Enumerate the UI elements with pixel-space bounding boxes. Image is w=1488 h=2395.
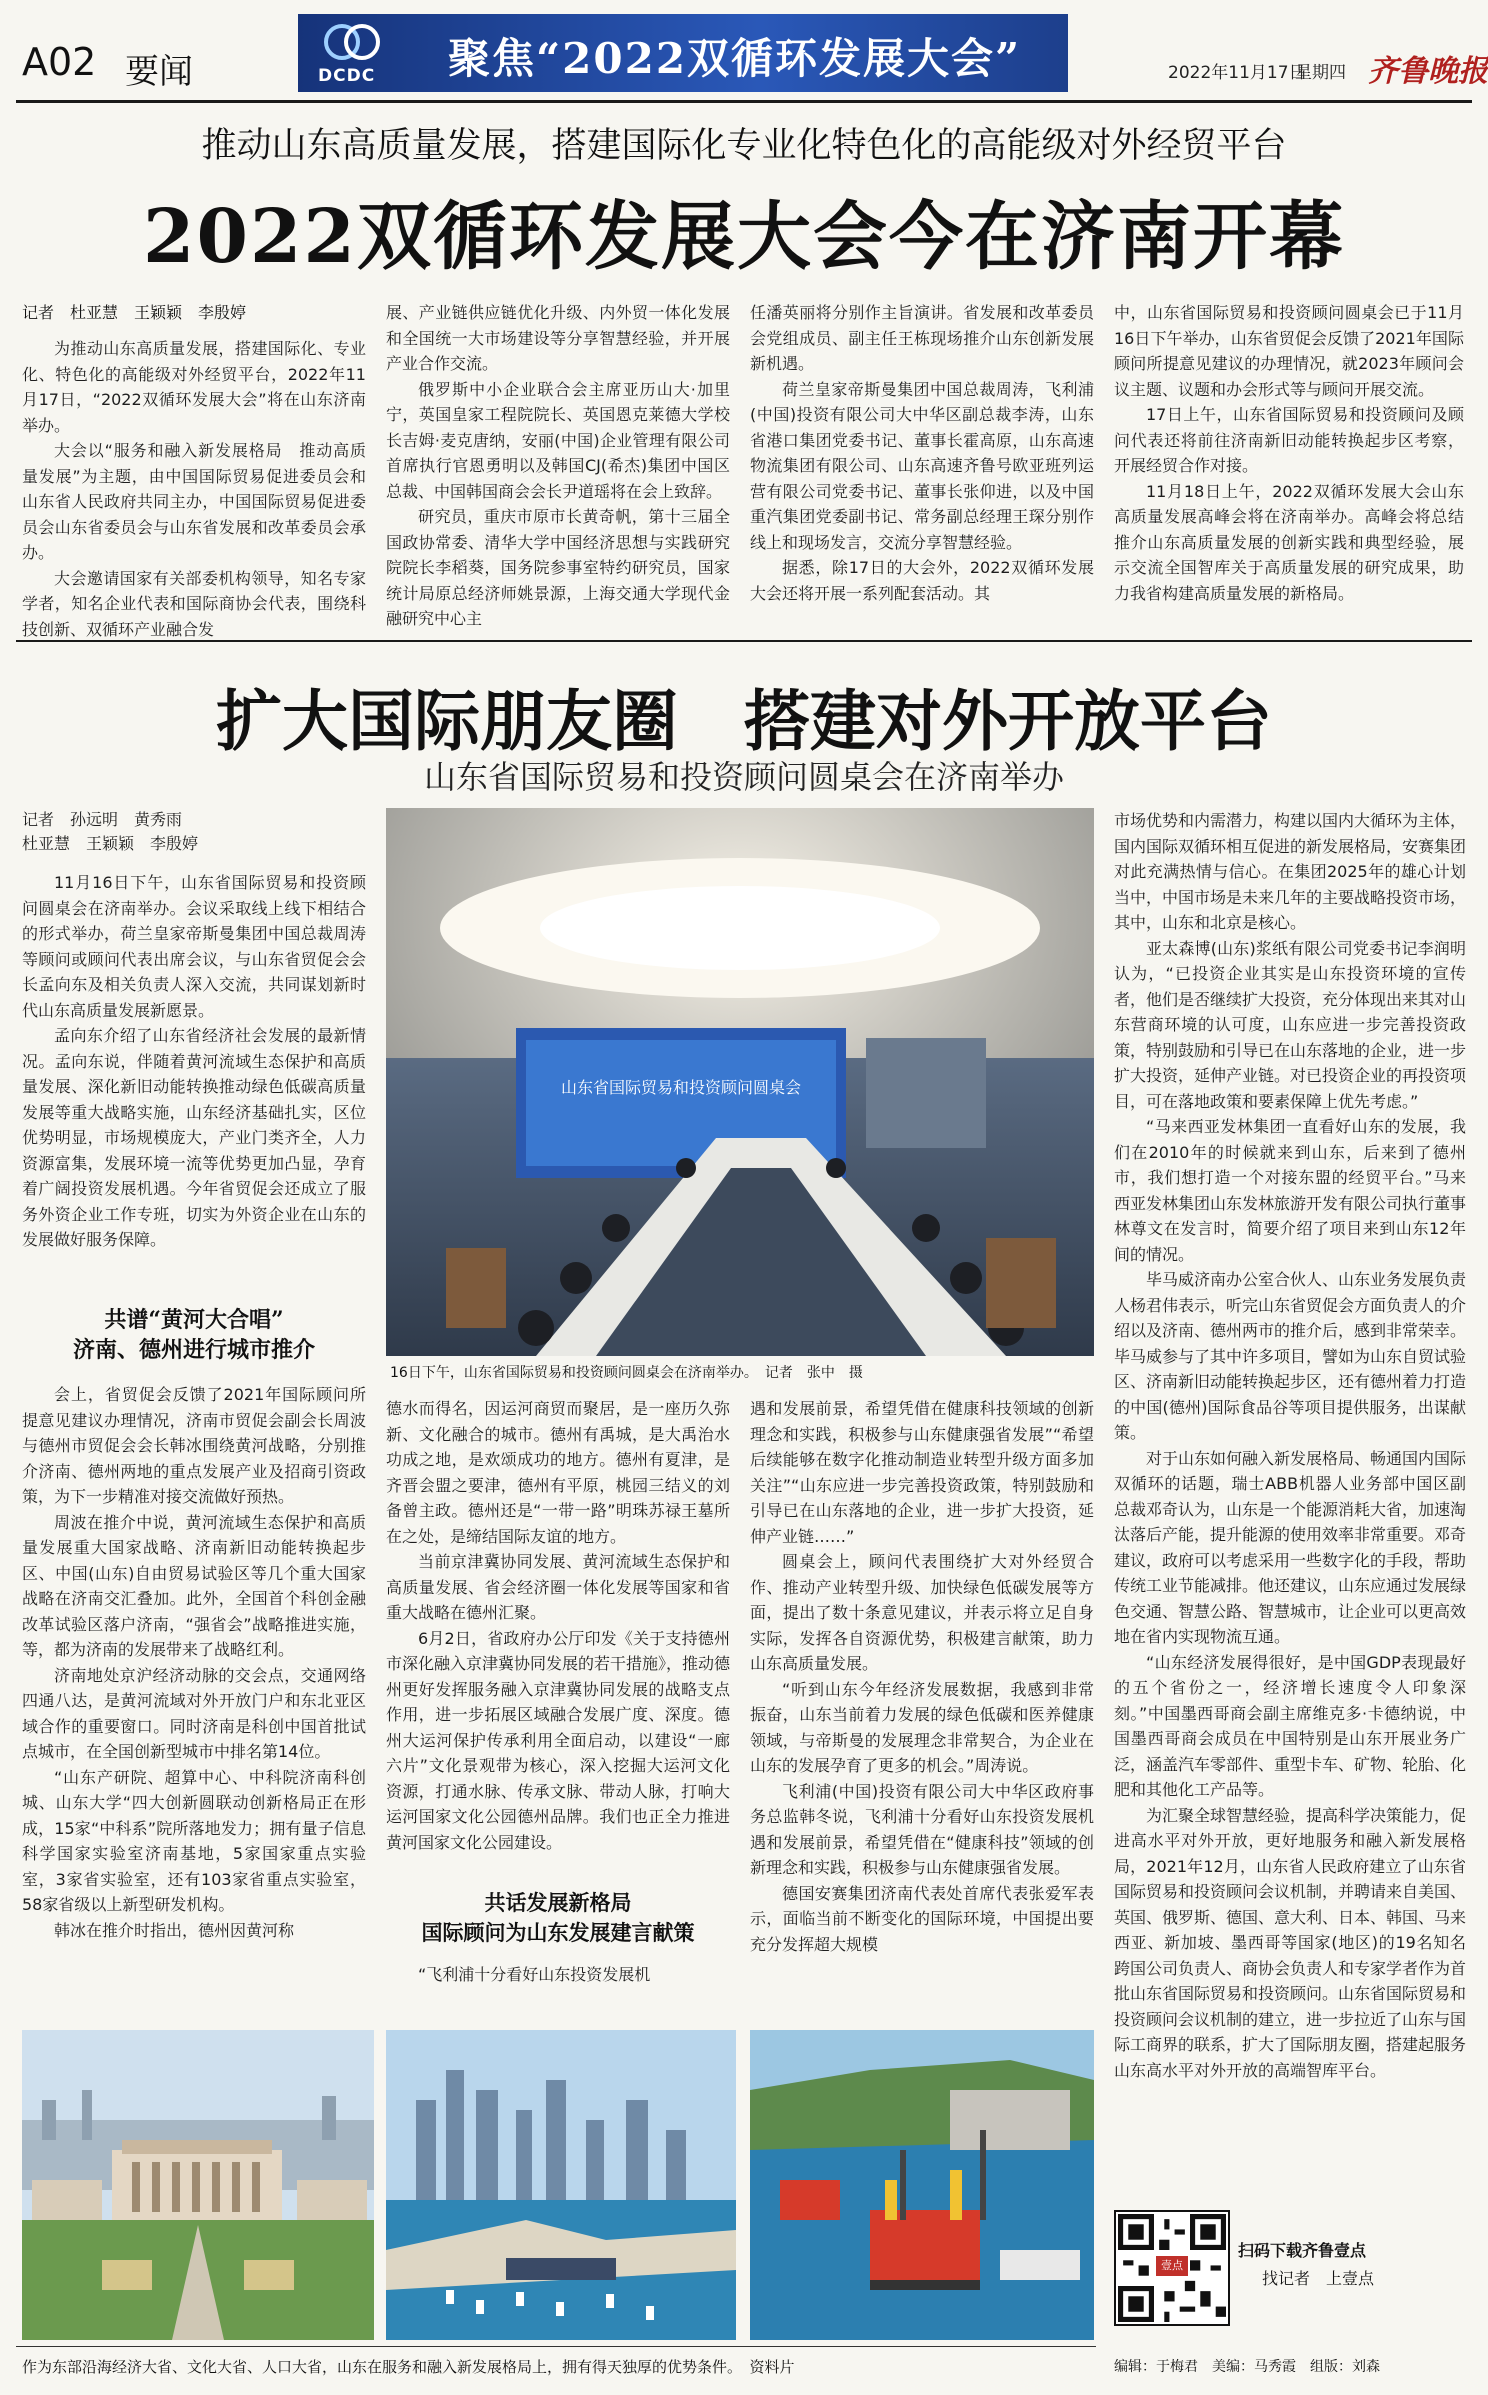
article2-col2b bbox=[386, 1962, 730, 1988]
paragraph: 当前京津冀协同发展、黄河流域生态保护和高质量发展、省会经济圈一体化发展等国家和省重大战略在德州汇聚。 bbox=[386, 1552, 730, 1622]
paragraph: 任潘英丽将分别作主旨演讲。省发展和改革委员会党组成员、副主任王栋现场推介山东创新发展新机遇。 bbox=[750, 303, 1094, 373]
article2-col2 bbox=[386, 1396, 730, 1855]
banner-title: 聚焦“2022双循环发展大会” bbox=[448, 34, 1022, 83]
article1-byline: 记者 杜亚慧 王颖颖 李殷婷 bbox=[22, 303, 247, 322]
article2-subhead: 山东省国际贸易和投资顾问圆桌会在济南举办 bbox=[423, 758, 1064, 796]
paragraph: 6月2日，省政府办公厅印发《关于支持德州市深化融入京津冀协同发展的若干措施》，推动德州更好发挥服务融入京津冀协同发展的战略支点作用，进一步拓展区域融合发展广度、深度。德州大运河保护传承利用全面启动，以建设“一廊六片”文化景观带为核心，深入挖掘大运河文化资源，打通水脉、传承文脉、带动人脉，打响大运河国家文化公园德州品牌。我们也正全力推进黄河国家文化公园建设。 bbox=[386, 1628, 731, 1852]
paragraph: 亚太森博(山东)浆纸有限公司党委书记李润明认为，“已投资企业其实是山东投资环境的宣传者，他们是否继续扩大投资，充分体现出来其对山东营商环境的认可度，山东应进一步完善投资政策，特别鼓励和引导已在山东落地的企业，进一步扩大投资，延伸产业链。对已投资企业的再投资项目，可在落地政策和要素保障上优先考虑。” bbox=[1114, 938, 1467, 1111]
paragraph: “听到山东今年经济发展数据，我感到非常振奋，山东当前着力发展的绿色低碳和医养健康领域，与帝斯曼的发展理念非常契合，为企业在山东的发展孕育了更多的机会。”周涛说。 bbox=[750, 1679, 1094, 1775]
page-number: A02 bbox=[22, 40, 97, 84]
photo-campus bbox=[22, 2030, 374, 2340]
header-rule bbox=[16, 100, 1472, 103]
subsection-heading: 共话发展新格局 国际顾问为山东发展建言献策 bbox=[421, 1890, 695, 1945]
qr-code[interactable] bbox=[1114, 2210, 1230, 2326]
newspaper-logo: 齐鲁晚报 bbox=[1368, 54, 1488, 89]
screen-text: 山东省国际贸易和投资顾问圆桌会 bbox=[560, 1078, 802, 1097]
article1-col1 bbox=[22, 336, 366, 642]
paragraph: “山东产研院、超算中心、中科院济南科创城、山东大学“四大创新圆联动创新格局正在形成，15家“中科系”院所落地发力；拥有量子信息科学国家实验室济南基地，5家国家重点实验室，3家省实验室，还有103家省重点实验室，58家省级以上新型研发机构。 bbox=[22, 1767, 366, 1914]
qr-cta-line1: 扫码下载齐鲁壹点 bbox=[1238, 2241, 1367, 2260]
subsection-heading: 共谱“黄河大合唱” 济南、德州进行城市推介 bbox=[72, 1307, 315, 1363]
meeting-photo bbox=[386, 808, 1094, 1356]
issue-weekday: 星期四 bbox=[1295, 63, 1346, 83]
header-banner bbox=[298, 14, 1068, 92]
paragraph: 11月18日上午，2022双循环发展大会山东高质量发展高峰会将在济南举办。高峰会将总结推介山东高质量发展的创新实践和典型经验，展示交流全国智库关于高质量发展的研究成果，助力我省构建高质量发展的新格局。 bbox=[1114, 481, 1464, 603]
article2-col1b bbox=[22, 1382, 366, 1943]
paragraph: 大会以“服务和融入新发展格局 推动高质量发展”为主题，由中国国际贸易促进委员会和山东省人民政府共同主办，中国国际贸易促进委员会山东省委员会与山东省发展和改革委员会承办。 bbox=[22, 441, 366, 562]
photo-offshore-platform bbox=[750, 2030, 1094, 2340]
byline-line: 记者 孙远明 黄秀雨 bbox=[22, 810, 183, 829]
paragraph: 荷兰皇家帝斯曼集团中国总裁周涛，飞利浦(中国)投资有限公司大中华区副总裁李涛，山东省港口集团党委书记、董事长霍高原，山东高速物流集团有限公司、山东高速齐鲁号欧亚班列运营有限公司党委书记、董事长张仰进，以及中国重汽集团党委副书记、常务副总经理王琛分别作线上和现场发言，交流分享智慧经验。 bbox=[750, 379, 1094, 552]
paragraph: 俄罗斯中小企业联合会主席亚历山大·加里宁，英国皇家工程院院长、英国恩克莱德大学校长吉姆·麦克唐纳，安丽(中国)企业管理有限公司首席执行官恩勇明以及韩国CJ(希杰)集团中国区总裁、中国韩国商会会长尹道瑶将在会上致辞。 bbox=[386, 379, 730, 501]
photo-caption: 16日下午，山东省国际贸易和投资顾问圆桌会在济南举办。 记者 张中 摄 bbox=[390, 1365, 863, 1381]
meeting-photo-illustration bbox=[386, 808, 1094, 1356]
article1-col2 bbox=[386, 300, 730, 632]
paragraph: 飞利浦(中国)投资有限公司大中华区政府事务总监韩冬说，飞利浦十分看好山东投资发展机遇和发展前景，希望凭借在“健康科技”领域的创新理念和实践，积极参与山东健康强省发展。 bbox=[750, 1781, 1094, 1877]
bottom-rule bbox=[16, 2346, 1096, 2347]
harbor-photo-illustration bbox=[386, 2030, 736, 2340]
campus-photo-illustration bbox=[22, 2030, 374, 2340]
paragraph: “马来西亚发林集团一直看好山东的发展，我们在2010年的时候就来到山东，后来到了德州市，我们想打造一个对接东盟的经贸平台。”马来西亚发林集团山东发林旅游开发有限公司执行董事林尊文在发言时，简要介绍了项目来到山东12年间的情况。 bbox=[1114, 1117, 1467, 1264]
paragraph: 17日上午，山东省国际贸易和投资顾问及顾问代表还将前往济南新旧动能转换起步区考察，开展经贸合作对接。 bbox=[1114, 405, 1464, 475]
article2-col3 bbox=[750, 1396, 1094, 1957]
paragraph: 中，山东省国际贸易和投资顾问圆桌会已于11月16日下午举办，山东省贸促会反馈了2021年国际顾问所提意见建议的办理情况，就2023年顾问会议主题、议题和办会形式等与顾问开展交流。 bbox=[1114, 303, 1464, 399]
page-header bbox=[0, 0, 1488, 100]
paragraph: “飞利浦十分看好山东投资发展机 bbox=[418, 1965, 651, 1984]
paragraph: 遇和发展前景，希望凭借在健康科技领域的创新理念和实践，积极参与山东健康强省发展”“希望后续能够在数字化推动制造业转型升级方面多加关注”“山东应进一步完善投资政策，特别鼓励和引导已在山东落地的企业，进一步扩大投资，延伸产业链……” bbox=[750, 1399, 1094, 1546]
bottom-photo-caption: 作为东部沿海经济大省、文化大省、人口大省，山东在服务和融入新发展格局上，拥有得天独厚的优势条件。 资料片 bbox=[22, 2358, 795, 2376]
paragraph: 孟向东介绍了山东省经济社会发展的最新情况。孟向东说，伴随着黄河流域生态保护和高质量发展、深化新旧动能转换推动绿色低碳高质量发展等重大战略实施，山东经济基础扎实，区位优势明显，市场规模庞大，产业门类齐全，人力资源富集，发展环境一流等优势更加凸显，孕育着广阔投资发展机遇。今年省贸促会还成立了服务外资企业工作专班，切实为外资企业在山东的发展做好服务保障。 bbox=[22, 1026, 366, 1249]
byline-line: 杜亚慧 王颖颖 李殷婷 bbox=[22, 834, 199, 853]
section-name: 要闻 bbox=[125, 52, 193, 92]
paragraph: 圆桌会上，顾问代表围绕扩大对外经贸合作、推动产业转型升级、加快绿色低碳发展等方面，提出了数十条意见建议，并表示将立足自身实际，发挥各自资源优势，积极建言献策，助力山东高质量发展。 bbox=[750, 1552, 1094, 1673]
article1-kicker: 推动山东高质量发展，搭建国际化专业化特色化的高能级对外经贸平台 bbox=[201, 126, 1287, 166]
paragraph: 展、产业链供应链优化升级、内外贸一体化发展和全国统一大市场建设等分享智慧经验，并开展产业合作交流。 bbox=[386, 303, 730, 373]
qr-badge: 壹点 bbox=[1156, 2256, 1188, 2276]
paragraph: 为推动山东高质量发展，搭建国际化、专业化、特色化的高能级对外经贸平台，2022年11月17日，“2022双循环发展大会”将在山东济南举办。 bbox=[22, 339, 366, 435]
page-credits: 编辑：于梅君 美编：马秀霞 组版：刘森 bbox=[1114, 2359, 1380, 2375]
banner-logo-text: DCDC bbox=[318, 66, 376, 86]
paragraph: 济南地处京沪经济动脉的交会点，交通网络四通八达，是黄河流域对外开放门户和东北亚区域合作的重要窗口。同时济南是科创中国首批试点城市，在全国创新型城市中排名第14位。 bbox=[22, 1665, 366, 1761]
paragraph: 市场优势和内需潜力，构建以国内大循环为主体，国内国际双循环相互促进的新发展格局，安赛集团对此充满热情与信心。在集团2025年的雄心计划当中，中国市场是未来几年的主要战略投资市场，其中，山东和北京是核心。 bbox=[1114, 811, 1467, 932]
paragraph: 研究员，重庆市原市长黄奇帆，第十三届全国政协常委、清华大学中国经济思想与实践研究院院长李稻葵，国务院参事室特约研究员，国家统计局原总经济师姚景源，上海交通大学现代金融研究中心主 bbox=[386, 507, 730, 628]
paragraph: 会上，省贸促会反馈了2021年国际顾问所提意见建议办理情况，济南市贸促会副会长周波与德州市贸促会会长韩冰围绕黄河战略，分别推介济南、德州两地的重点发展产业及招商引资政策，为下一步精准对接交流做好预热。 bbox=[22, 1385, 366, 1506]
paragraph: 据悉，除17日的大会外，2022双循环发展大会还将开展一系列配套活动。其 bbox=[750, 558, 1094, 603]
article2-col1 bbox=[22, 870, 366, 1253]
paragraph: 周波在推介中说，黄河流域生态保护和高质量发展重大国家战略、济南新旧动能转换起步区、中国(山东)自由贸易试验区等几个重大国家战略在济南交汇叠加。此外，全国首个科创金融改革试验区落户济南，“强省会”战略推进实施，等，都为济南的发展带来了战略红利。 bbox=[22, 1512, 366, 1659]
dcdc-logo-icon bbox=[320, 18, 390, 66]
article1-col3 bbox=[750, 300, 1094, 606]
article1-headline: 2022双循环发展大会今在济南开幕 bbox=[143, 194, 1345, 280]
paragraph: 为汇聚全球智慧经验，提高科学决策能力，促进高水平对外开放，更好地服务和融入新发展格局，2021年12月，山东省人民政府建立了山东省国际贸易和投资顾问会议机制，并聘请来自美国、英国、俄罗斯、德国、意大利、日本、韩国、马来西亚、新加坡、墨西哥等国家(地区)的19名知名跨国公司负责人、商协会负责人和专家学者作为首批山东省国际贸易和投资顾问。山东省国际贸易和投资顾问会议机制的建立，进一步拉近了山东与国际工商界的联系，扩大了国际朋友圈，搭建起服务山东高水平对外开放的高端智库平台。 bbox=[1114, 1805, 1467, 2080]
paragraph: 韩冰在推介时指出，德州因黄河称 bbox=[54, 1920, 295, 1940]
issue-date: 2022年11月17日 bbox=[1168, 63, 1306, 83]
article1-col4 bbox=[1114, 300, 1464, 606]
paragraph: 大会邀请国家有关部委机构领导，知名专家学者，知名企业代表和国际商协会代表，围绕科技创新、双循环产业融合发 bbox=[22, 568, 366, 639]
article2-headline: 扩大国际朋友圈 搭建对外开放平台 bbox=[216, 682, 1272, 760]
paragraph: “山东经济发展得很好，是中国GDP表现最好的五个省份之一，经济增长速度令人印象深刻。”中国墨西哥商会副主席维克多·卡德纳说，中国墨西哥商会成员在中国特别是山东开展业务广泛，涵盖汽车零部件、重型卡车、矿物、轮胎、化肥和其他化工产品等。 bbox=[1114, 1652, 1467, 1799]
article2-col4 bbox=[1114, 808, 1466, 2083]
qr-cta-line2: 找记者 上壹点 bbox=[1262, 2269, 1375, 2288]
article2-byline bbox=[22, 808, 366, 856]
section-divider bbox=[16, 640, 1472, 642]
paragraph: 德国安赛集团济南代表处首席代表张爱军表示，面临当前不断变化的国际环境，中国提出要充分发挥超大规模 bbox=[750, 1883, 1094, 1954]
paragraph: 11月16日下午，山东省国际贸易和投资顾问圆桌会在济南举办。会议采取线上线下相结合的形式举办，荷兰皇家帝斯曼集团中国总裁周涛等顾问或顾问代表出席会议，与山东省贸促会会长孟向东及相关负责人深入交流，共同谋划新时代山东高质量发展新愿景。 bbox=[22, 873, 366, 1020]
photo-harbor-city bbox=[386, 2030, 736, 2340]
paragraph: 德水而得名，因运河商贸而聚居，是一座历久弥新、文化融合的城市。德州有禹城，是大禹治水功成之地，是欢颂成功的地方。德州有夏津，是齐晋会盟之要津，德州有平原，桃园三结义的刘备曾主政。德州还是“一带一路”明珠苏禄王墓所在之处，是缔结国际友谊的地方。 bbox=[386, 1399, 730, 1546]
platform-photo-illustration bbox=[750, 2030, 1094, 2340]
paragraph: 毕马威济南办公室合伙人、山东业务发展负责人杨君伟表示，听完山东省贸促会方面负责人的介绍以及济南、德州两市的推介后，感到非常荣幸。毕马威参与了其中许多项目，譬如为山东自贸试验区、济南新旧动能转换起步区，还有德州着力打造的中国(德州)国际食品谷等项目提供服务，出谋献策。 bbox=[1114, 1270, 1467, 1442]
paragraph: 对于山东如何融入新发展格局、畅通国内国际双循环的话题，瑞士ABB机器人业务部中国区副总裁邓奇认为，山东是一个能源消耗大省，加速淘汰落后产能，提升能源的使用效率非常重要。邓奇建议，政府可以考虑采用一些数字化的手段，帮助传统工业节能减排。他还建议，山东应通过发展绿色交通、智慧公路、智慧城市，让企业可以更高效地在省内实现物流互通。 bbox=[1114, 1448, 1467, 1646]
